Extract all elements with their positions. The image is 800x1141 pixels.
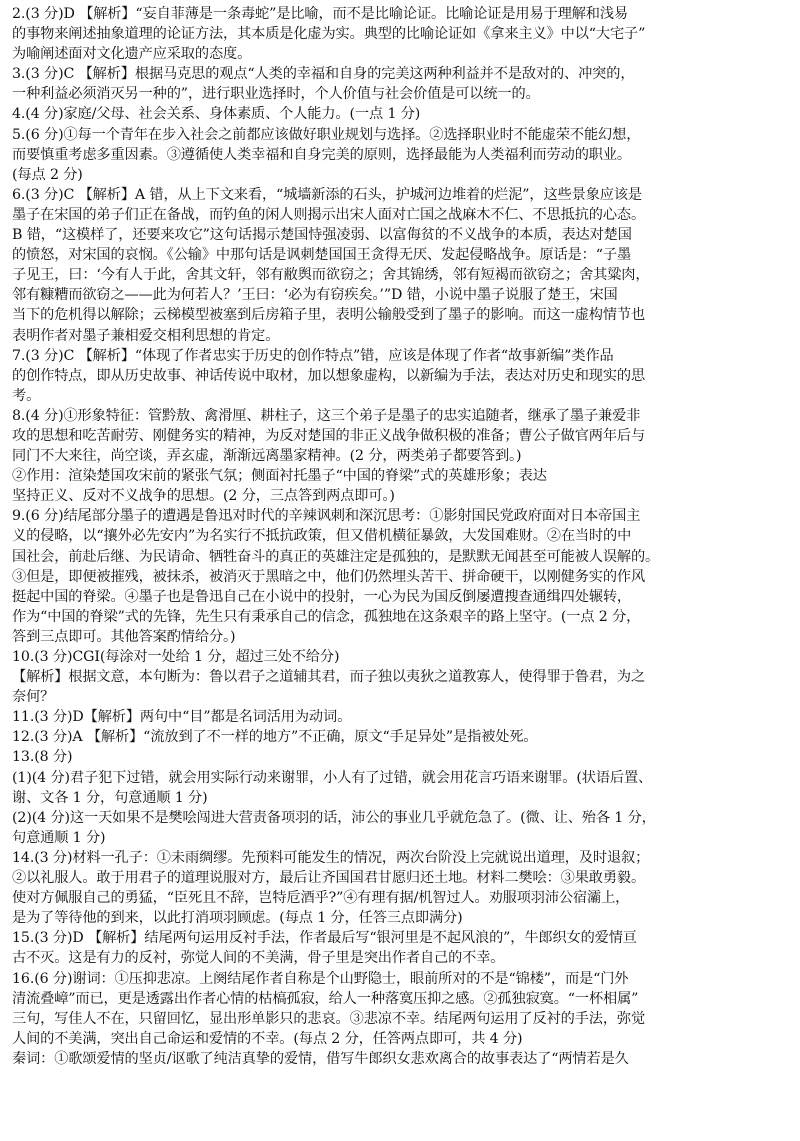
text-line: (2)(4 分)这一天如果不是樊哙闯进大营责备项羽的话，沛公的事业几乎就危急了。(微、让、殆各 1 分， [12, 809, 656, 826]
text-line: 15.(3 分)D 【解析】结尾两句运用反衬手法，作者最后写“银河里是不起风浪的”，牛郎织女的爱情亘 [12, 930, 637, 947]
text-line: 16.(6 分)谢词：①压抑悲凉。上阕结尾作者自称是个山野隐士，眼前所对的不是“锦楼”，而是“门外 [12, 970, 629, 987]
text-line: 是为了等待他的到来，以此打消项羽顾虑。(每点 1 分，任答三点即满分) [12, 910, 463, 927]
text-line: (1)(4 分)君子犯下过错，就会用实际行动来谢罪，小人有了过错，就会用花言巧语来谢罪。(状语后置、 [12, 769, 653, 786]
text-line: ②作用：渲染楚国攻宋前的紧张气氛；侧面衬托墨子“中国的脊梁”式的英雄形象；表达 [12, 468, 547, 485]
text-line: 2.(3 分)D 【解析】“妄自菲薄是一条毒蛇”是比喻，而不是比喻论证。比喻论证是用易于理解和浅易 [12, 6, 628, 22]
text-line: 的创作特点，即从历史故事、神话传说中取材，加以想象虚构，以新编为手法，表达对历史和现实的思 [12, 367, 646, 384]
text-line: ②以礼服人。敢于用君子的道理说服对方，最后让齐国国君甘愿归还土地。材料二樊哙：③果敢勇毅。 [12, 870, 646, 887]
text-line: ③但是，即便被摧残，被抹杀，被消灭于黑暗之中，他们仍然埋头苦干、拼命硬干，以刚健务实的作风 [12, 568, 646, 585]
text-line: 的愤怒，对宋国的哀悯。《公输》中那句话是讽刺楚国国王贪得无厌、发起侵略战争。原话是：“子墨 [12, 247, 632, 264]
text-line: 使对方佩服自己的勇猛，“臣死且不辞，岂特卮酒乎?”④有理有据/机智过人。劝服项羽沛公宿灞上， [12, 890, 630, 907]
text-line: 三句，写佳人不在，只留回忆，显出形单影只的悲哀。③悲凉不幸。结尾两句运用了反衬的手法，弥觉 [12, 1010, 646, 1027]
text-line: 答到三点即可。其他答案酌情给分。) [12, 628, 236, 645]
text-line: 坚持正义、反对不义战争的思想。(2 分，三点答到两点即可。) [12, 488, 395, 505]
text-line: 奈何？ [12, 689, 55, 706]
text-line: 句意通顺 1 分) [12, 829, 106, 846]
text-line: 而要慎重考虑多重因素。③遵循使人类幸福和自身完美的原则，选择最能为人类福利而劳动的职业。 [12, 146, 631, 163]
text-line: 11.(3 分)D【解析】两句中“目”都是名词活用为动词。 [12, 709, 352, 726]
text-line: 8.(4 分)①形象特征：管黔敖、禽滑厘、耕柱子，这三个弟子是墨子的忠实追随者，继承了墨子兼爱非 [12, 407, 641, 424]
text-line: 子见王，曰：‘今有人于此，舍其文轩，邻有敝舆而欲窃之；舍其锦绣，邻有短褐而欲窃之；舍其粱肉， [12, 267, 650, 284]
text-line: 4.(4 分)家庭/父母、社会关系、身体素质、个人能力。(一点 1 分) [12, 106, 421, 123]
text-line: 6.(3 分)C 【解析】A 错，从上下文来看，“城墙新添的石头，护城河边堆着的烂泥”，这些景象应该是 [12, 186, 642, 203]
text-line: 13.(8 分) [12, 749, 73, 766]
text-line: 的事物来阐述抽象道理的论证方法，其本质是化虚为实。典型的比喻论证如《拿来主义》中以“大宅子” [12, 26, 646, 43]
text-line: 墨子在宋国的弟子们正在备战，而钓鱼的闲人则揭示出宋人面对亡国之战麻木不仁、不思抵抗的心态。 [12, 206, 646, 223]
text-line: 邻有糠糟而欲窃之——此为何若人？’王曰：‘必为有窃疾矣。’”D 错，小说中墨子说服了楚王，宋国 [12, 287, 618, 304]
text-line: B 错，“这模样了，还要来攻它”这句话揭示楚国恃强凌弱、以富侮贫的不义战争的本质，表达对楚国 [12, 227, 632, 244]
text-line: 当下的危机得以解除；云梯模型被塞到后房箱子里，表明公输般受到了墨子的影响。而这一虚构情节也 [12, 307, 646, 324]
text-line: 谢、文各 1 分，句意通顺 1 分) [12, 789, 208, 806]
text-line: 一种利益必须消灭另一种的”，进行职业选择时，个人价值与社会价值是可以统一的。 [12, 86, 540, 103]
text-line: 作为“中国的脊梁”式的先锋，先生只有秉承自己的信念，孤独地在这条艰辛的路上坚守。(一点 2 分， [12, 608, 641, 625]
text-line: 14.(3 分)材料一孔子：①未雨绸缪。先预料可能发生的情况，两次台阶没上完就说出道理，及时退叙； [12, 849, 650, 866]
text-line: 7.(3 分)C 【解析】“体现了作者忠实于历史的创作特点”错，应该是体现了作者“故事新编”类作品 [12, 347, 614, 364]
text-line: 同门不大来往，尚空谈，弄玄虚，渐渐远离墨家精神。(2 分，两类弟子都要答到。) [12, 448, 522, 465]
text-line: 义的侵略，以“攘外必先安内”为名实行不抵抗政策，但又借机横征暴敛，大发国难财。②在当时的中 [12, 528, 632, 545]
text-line: 9.(6 分)结尾部分墨子的遭遇是鲁迅对时代的辛辣讽刺和深沉思考：①影射国民党政府面对日本帝国主 [12, 508, 641, 525]
text-line: 为喻阐述面对文化遗产应采取的态度。 [12, 46, 252, 63]
text-line: 人间的不美满，突出自己命运和爱情的不幸。(每点 2 分，任答两点即可，共 4 分) [12, 1030, 523, 1047]
text-line: 清流叠嶂”而已，更是透露出作者心情的枯槁孤寂，给人一种落寞压抑之感。②孤独寂寞。“一杯相属” [12, 990, 639, 1007]
text-line: 5.(6 分)①每一个青年在步入社会之前都应该做好职业规划与选择。②选择职业时不能虚荣不能幻想， [12, 126, 641, 143]
text-line: 挺起中国的脊梁。④墨子也是鲁迅自己在小说中的投射，一心为民为国反倒屡遭搜查通缉四处辗转， [12, 588, 631, 605]
text-line: 12.(3 分)A 【解析】“流放到了不一样的地方”不正确，原文“手足异处”是指被处死。 [12, 729, 538, 746]
text-line: 秦词：①歌颂爱情的坚贞/讴歌了纯洁真挚的爱情，借写牛郎织女悲欢离合的故事表达了“两情若是久 [12, 1050, 629, 1067]
text-line: 3.(3 分)C 【解析】根据马克思的观点“人类的幸福和自身的完美这两种利益并不是敌对的、冲突的， [12, 66, 635, 83]
text-line: 攻的思想和吃苦耐劳、刚健务实的精神，为反对楚国的非正义战争做积极的准备；曹公子做官两年后与 [12, 427, 646, 444]
text-line: (每点 2 分) [12, 166, 83, 183]
text-line: 表明作者对墨子兼相爱交相利思想的肯定。 [12, 327, 280, 344]
text-line: 10.(3 分)CGI(每涂对一处给 1 分，超过三处不给分) [12, 649, 340, 665]
text-line: 考。 [12, 387, 41, 404]
text-line: 古不灭。这是有力的反衬，弥觉人间的不美满，骨子里是突出作者自己的不幸。 [12, 950, 505, 967]
text-line: 国社会，前赴后继、为民请命、牺牲奋斗的真正的英雄注定是孤独的，是默默无闻甚至可能被人误解的。 [12, 548, 660, 565]
text-line: 【解析】根据文意，本句断为：鲁以君子之道辅其君，而子独以夷狄之道教寡人，使得罪于鲁君，为之 [12, 669, 646, 686]
